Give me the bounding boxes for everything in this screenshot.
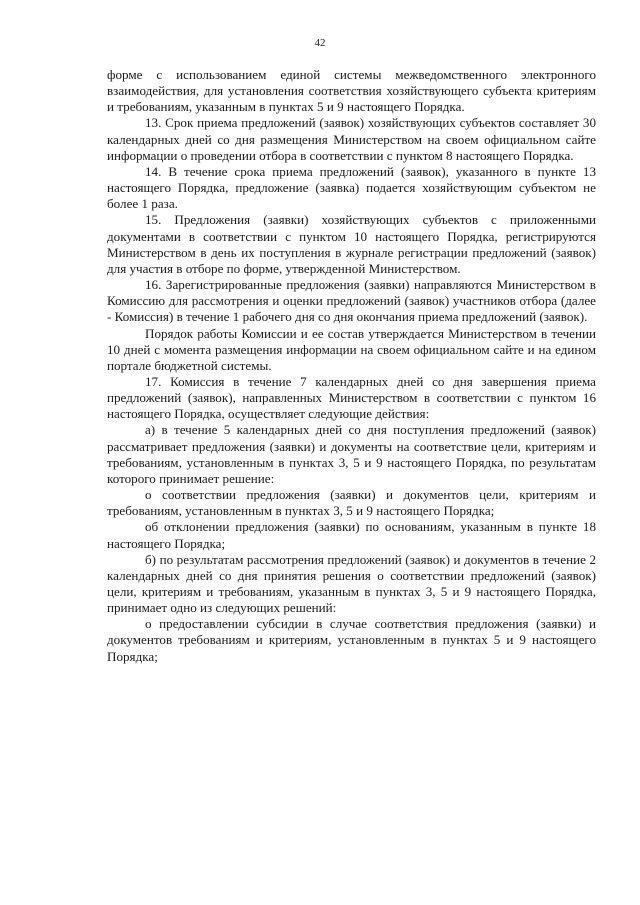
paragraph-decision-rejection: об отклонении предложения (заявки) по основаниям, указанным в пункте 18 настоящего Порядка;: [107, 519, 596, 551]
page-number: 42: [314, 37, 326, 49]
paragraph-item-13: 13. Срок приема предложений (заявок) хозяйствующих субъектов составляет 30 календарных дней со дня размещения Министерством на своем официальном сайте информации о проведении отбора в соответствии с пунктом 8 настоящего Порядка.: [107, 115, 596, 163]
paragraph-subitem-b: б) по результатам рассмотрения предложений (заявок) и документов в течение 2 календарных дней со дня принятия решения о соответствии предложений (заявок) цели, критериям и требованиям, указанным в пунктах 3, 5 и 9 настоящего Порядка, принимает одно из следующих решений:: [107, 551, 596, 616]
paragraph-continuation: форме с использованием единой системы межведомственного электронного взаимодействия, для установления соответствия хозяйствующего субъекта критериям и требованиям, указанным в пунктах 5 и 9 настоящего Порядка.: [107, 67, 596, 115]
paragraph-decision-compliance: о соответствии предложения (заявки) и документов цели, критериям и требованиям, установленным в пунктах 3, 5 и 9 настоящего Порядка;: [107, 487, 596, 519]
paragraph-decision-subsidy: о предоставлении субсидии в случае соответствия предложения (заявки) и документов требованиям и критериям, установленным в пунктах 5 и 9 настоящего Порядка;: [107, 616, 596, 664]
document-body: [107, 67, 596, 665]
paragraph-item-15: 15. Предложения (заявки) хозяйствующих субъектов с приложенными документами в соответствии с пунктом 10 настоящего Порядка, регистрируются Министерством в день их поступления в журнале регистрации предложений (заявок) для участия в отборе по форме, утвержденной Министерством.: [107, 212, 596, 276]
paragraph-item-14: 14. В течение срока приема предложений (заявок), указанного в пункте 13 настоящего Порядка, предложение (заявка) подается хозяйствующим субъектом не более 1 раза.: [107, 163, 596, 212]
paragraph-subitem-a: а) в течение 5 календарных дней со дня поступления предложений (заявок) рассматривает предложения (заявки) и документы на соответствие цели, критериям и требованиям, установленным в пунктах 3, 5 и 9 настоящего Порядка, по результатам которого принимает решение:: [107, 422, 596, 486]
paragraph-item-17: 17. Комиссия в течение 7 календарных дней со дня завершения приема предложений (заявок), направленных Министерством в соответствии с пунктом 16 настоящего Порядка, осуществляет следующие действия:: [107, 373, 596, 422]
paragraph-item-16: 16. Зарегистрированные предложения (заявки) направляются Министерством в Комиссию для рассмотрения и оценки предложений (заявок) участников отбора (далее - Комиссия) в течение 1 рабочего дня со дня окончания приема предложений (заявок).: [107, 277, 596, 325]
paragraph-commission-procedure: Порядок работы Комиссии и ее состав утверждается Министерством в течении 10 дней с момента размещения информации на своем официальном сайте и на едином портале бюджетной системы.: [107, 325, 596, 373]
